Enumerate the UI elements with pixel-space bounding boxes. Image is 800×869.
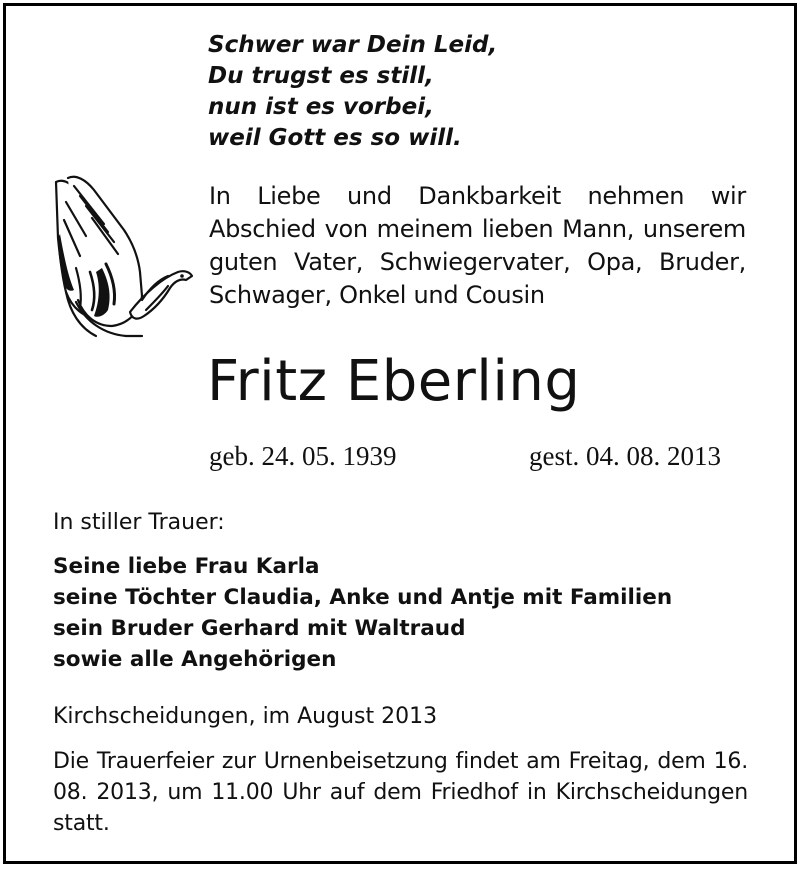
life-dates [209, 440, 721, 472]
poem-line: nun ist es vorbei, [208, 94, 434, 120]
intro-text: In Liebe und Dankbarkeit nehmen wir Abschied von meinem lieben Mann, unserem guten Vater, Schwiegervater, Opa, Bruder, Schwager, Onkel und Cousin [209, 182, 746, 309]
mourner-line: seine Töchter Claudia, Anke und Antje mit Familien [53, 585, 673, 610]
poem-line: weil Gott es so will. [208, 125, 462, 151]
mourners-label: In stiller Trauer: [53, 510, 225, 535]
mourner-line: Seine liebe Frau Karla [53, 554, 320, 579]
place-and-date: Kirchscheidungen, im August 2013 [53, 704, 438, 729]
poem [208, 30, 497, 154]
deceased-name: Fritz Eberling [207, 349, 581, 414]
poem-line: Schwer war Dein Leid, [208, 32, 498, 58]
praying-hands-with-dove-icon [46, 172, 196, 342]
mourners-list [53, 551, 672, 675]
birth-date: geb. 24. 05. 1939 [209, 441, 397, 471]
mourner-line: sein Bruder Gerhard mit Waltraud [53, 616, 466, 641]
service-notice: Die Trauerfeier zur Urnenbeisetzung findet am Freitag, dem 16. 08. 2013, um 11.00 Uhr auf dem Friedhof in Kirchscheidungen statt. [53, 749, 748, 836]
death-date: gest. 04. 08. 2013 [529, 441, 721, 471]
poem-line: Du trugst es still, [208, 63, 434, 89]
mourner-line: sowie alle Angehörigen [53, 647, 337, 672]
